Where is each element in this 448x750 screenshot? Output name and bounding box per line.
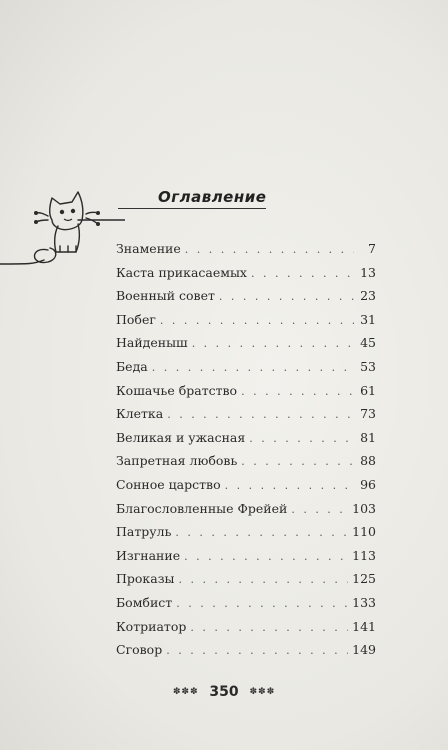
toc-leader-dots: [225, 474, 354, 498]
toc-entry[interactable]: [116, 237, 376, 261]
toc-leader-dots: [249, 427, 354, 451]
toc-entry[interactable]: [116, 567, 376, 591]
toc-leader-dots: [184, 545, 348, 569]
toc-leader-dots: [166, 639, 348, 663]
paw-prints-icon: ✽✽✽: [249, 687, 276, 697]
toc-entry-title: Военный совет: [116, 288, 215, 304]
toc-entry-page: 133: [352, 594, 376, 610]
toc-leader-dots: [291, 498, 348, 522]
toc-entry-page: 53: [360, 358, 376, 374]
toc-entry-title: Каста прикасаемых: [116, 264, 247, 280]
toc-entry-title: Изгнание: [116, 547, 181, 563]
toc-entry[interactable]: [116, 284, 376, 308]
toc-entry[interactable]: [116, 615, 376, 639]
toc-entry-page: 141: [352, 618, 376, 634]
toc-entry-page: 13: [360, 264, 376, 280]
toc-entry[interactable]: [116, 261, 376, 285]
toc-entry-page: 113: [352, 547, 376, 563]
toc-entry[interactable]: [116, 497, 376, 521]
toc-leader-dots: [241, 450, 354, 474]
toc-entry-page: 103: [352, 500, 376, 516]
toc-entry[interactable]: [116, 355, 376, 379]
toc-entry-page: 31: [360, 311, 376, 327]
toc-entry-page: 149: [352, 642, 376, 658]
toc-entry-title: Благословленные Фрейей: [116, 500, 288, 516]
toc-entry[interactable]: [116, 402, 376, 426]
toc-entry-title: Котриатор: [116, 618, 187, 634]
toc-entry[interactable]: [116, 520, 376, 544]
toc-entry-page: 88: [360, 453, 376, 469]
toc-entry[interactable]: [116, 544, 376, 568]
toc-leader-dots: [185, 238, 354, 262]
toc-entry-page: 81: [360, 429, 376, 445]
toc-leader-dots: [219, 285, 354, 309]
toc-entry-title: Найденыш: [116, 335, 188, 351]
page-footer: [0, 684, 448, 700]
toc-entry[interactable]: [116, 379, 376, 403]
toc-entry-title: Беда: [116, 358, 148, 374]
toc-leader-dots: [167, 403, 354, 427]
toc-entry-title: Патруль: [116, 524, 172, 540]
toc-entry-title: Кошачье братство: [116, 382, 238, 398]
heading-underline: [118, 208, 266, 209]
toc-heading: Оглавление: [158, 188, 267, 206]
toc-leader-dots: [190, 616, 348, 640]
toc-entry-page: 73: [360, 406, 376, 422]
table-of-contents: [116, 237, 376, 662]
toc-leader-dots: [176, 592, 348, 616]
toc-entry-title: Клетка: [116, 406, 164, 422]
toc-leader-dots: [152, 356, 354, 380]
toc-entry-page: 45: [360, 335, 376, 351]
toc-entry-title: Знамение: [116, 241, 181, 256]
toc-leader-dots: [178, 568, 348, 592]
toc-entry-title: Проказы: [116, 571, 175, 587]
toc-entry-title: Великая и ужасная: [116, 429, 246, 445]
toc-entry[interactable]: [116, 308, 376, 332]
toc-entry-page: 23: [360, 288, 376, 304]
page-number: 350: [209, 684, 239, 700]
toc-leader-dots: [160, 309, 354, 333]
toc-entry[interactable]: [116, 638, 376, 662]
toc-entry[interactable]: [116, 426, 376, 450]
toc-entry-title: Бомбист: [116, 594, 173, 610]
toc-entry[interactable]: [116, 449, 376, 473]
toc-entry-page: 110: [352, 524, 376, 540]
toc-entry-title: Сонное царство: [116, 476, 221, 492]
cat-illustration-icon: [0, 180, 125, 270]
toc-entry[interactable]: [116, 331, 376, 355]
toc-entry-page: 96: [360, 476, 376, 492]
toc-leader-dots: [251, 262, 354, 286]
toc-leader-dots: [241, 380, 354, 404]
toc-entry[interactable]: [116, 473, 376, 497]
toc-entry-title: Сговор: [116, 642, 163, 658]
toc-entry-page: 125: [352, 571, 376, 587]
toc-leader-dots: [175, 521, 348, 545]
paw-prints-icon: ✽✽✽: [172, 687, 199, 697]
toc-entry[interactable]: [116, 591, 376, 615]
toc-entry-page: 61: [360, 382, 376, 398]
toc-entry-page: 7: [368, 241, 376, 256]
toc-entry-title: Побег: [116, 311, 156, 327]
toc-entry-title: Запретная любовь: [116, 453, 238, 469]
toc-leader-dots: [192, 332, 354, 356]
